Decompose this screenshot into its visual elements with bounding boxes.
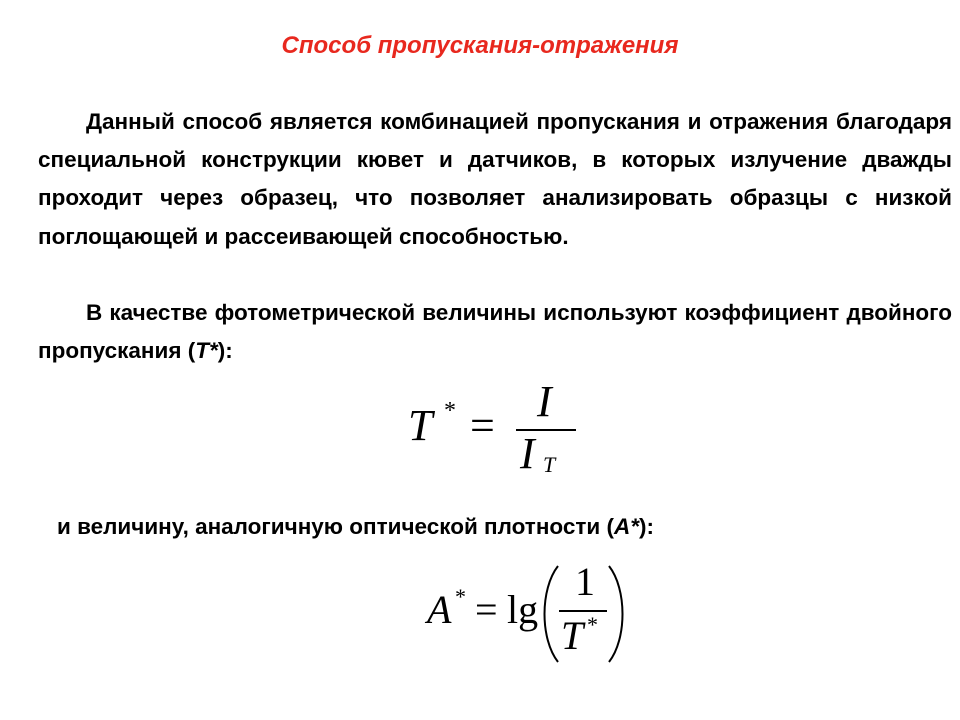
formula2-lhs: A bbox=[427, 587, 452, 632]
formula1-lhs: T bbox=[408, 401, 433, 450]
slide-title: Способ пропускания-отражения bbox=[281, 32, 679, 59]
paragraph-end: ): bbox=[638, 514, 654, 539]
formula2-denominator-sup: * bbox=[587, 612, 598, 637]
formula2-equals: = bbox=[475, 587, 498, 632]
formula-optical-density bbox=[425, 560, 645, 670]
right-parenthesis-icon bbox=[607, 564, 629, 664]
symbol-t-star: T* bbox=[195, 338, 218, 364]
formula1-numerator: I bbox=[537, 377, 552, 426]
formula2-numerator: 1 bbox=[575, 559, 595, 604]
paragraph-optical-density bbox=[57, 508, 654, 546]
paragraph-text: и величину, аналогичную оптической плотности ( bbox=[57, 514, 614, 539]
paragraph-method-description: Данный способ является комбинацией пропускания и отражения благодаря специальной конструкции кювет и датчиков, в которых излучение дважды проходит через образец, что позволяет анализировать образцы с низкой поглощающей и рассеивающей способностью. bbox=[38, 109, 952, 249]
formula1-denominator-sub: T bbox=[543, 452, 556, 477]
symbol-a-star: A* bbox=[613, 514, 639, 539]
formula2-func: lg bbox=[507, 587, 539, 632]
formula-double-transmission bbox=[400, 378, 600, 478]
left-parenthesis-icon bbox=[538, 564, 560, 664]
formula2-lhs-sup: * bbox=[455, 584, 466, 609]
paragraph-end: ): bbox=[217, 338, 233, 364]
paragraph-text: В качестве фотометрической величины используют коэффициент двойного пропускания ( bbox=[38, 300, 952, 364]
paragraph-photometric-quantity bbox=[38, 294, 952, 370]
formula1-denominator: I bbox=[520, 429, 535, 478]
formula2-denominator: T bbox=[561, 613, 584, 658]
formula1-lhs-sup: * bbox=[444, 398, 456, 424]
formula1-equals: = bbox=[470, 401, 495, 450]
